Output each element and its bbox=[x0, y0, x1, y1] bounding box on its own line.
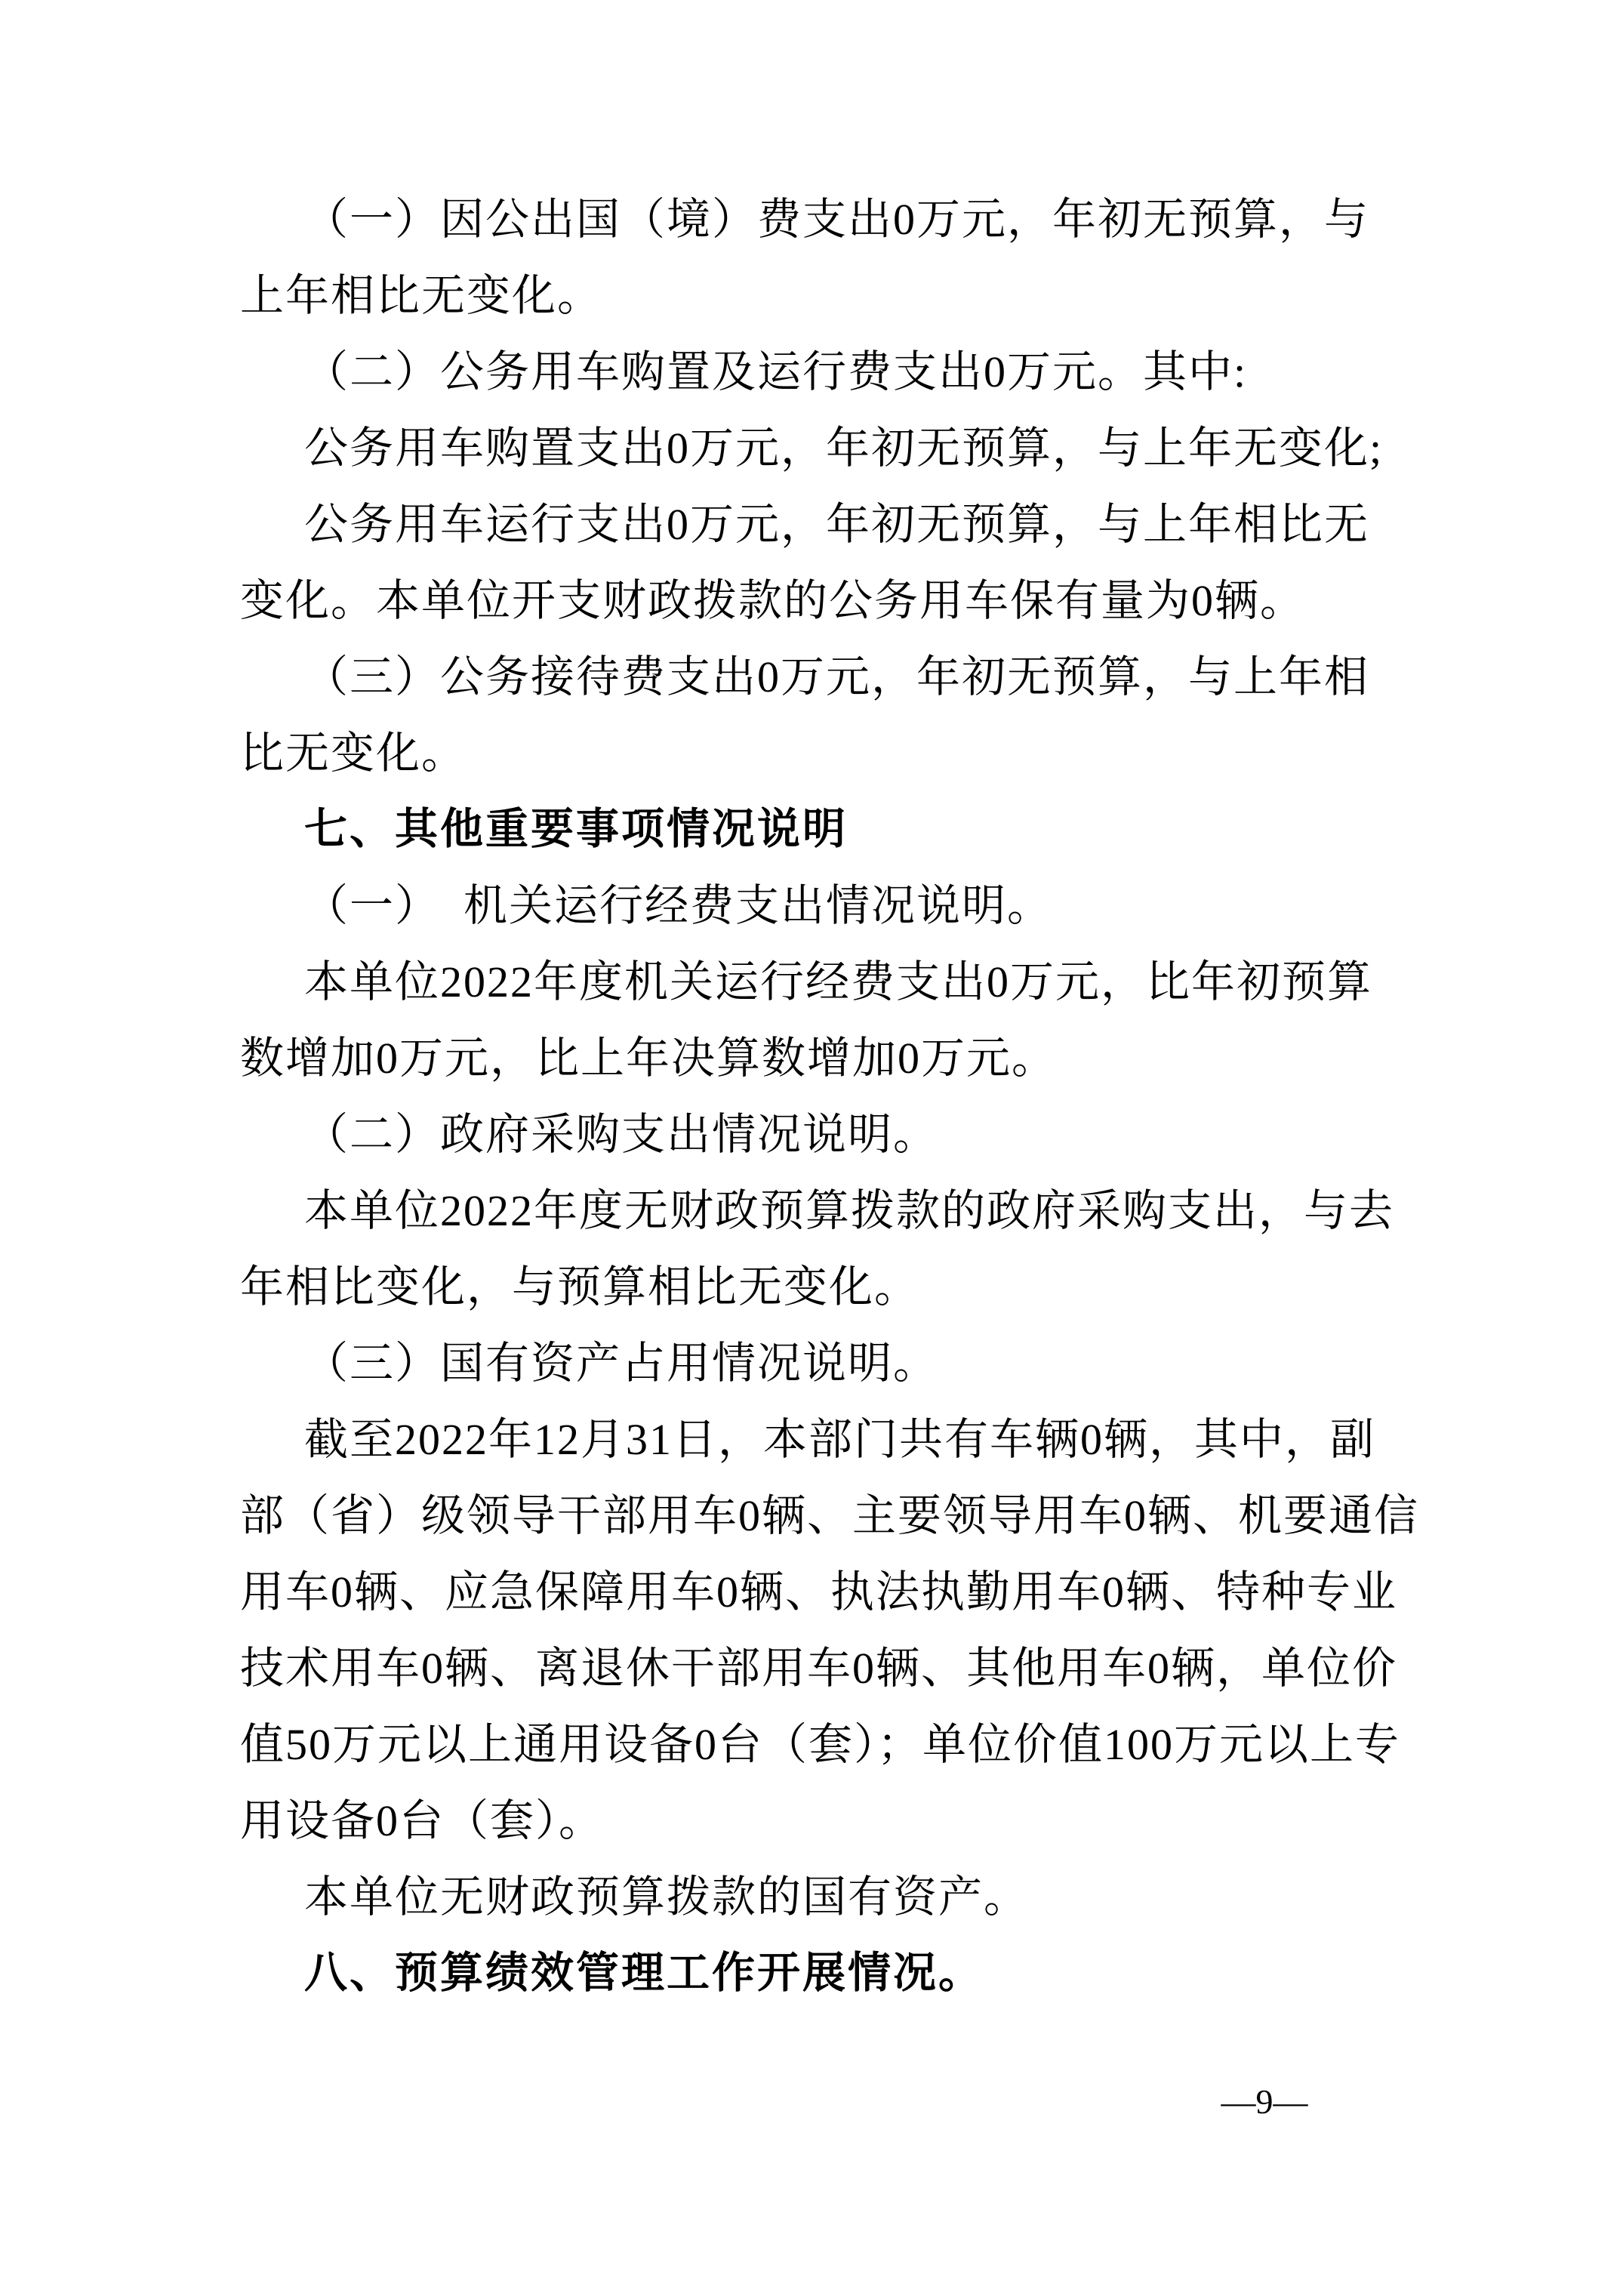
section-heading: 七、其他重要事项情况说明 bbox=[304, 805, 848, 853]
document-body bbox=[240, 181, 1420, 2011]
text-line: （二）政府采购支出情况说明。 bbox=[304, 1110, 939, 1159]
section-heading: 八、预算绩效管理工作开展情况。 bbox=[304, 1949, 984, 1997]
text-line: 数增加0万元，比上年决算数增加0万元。 bbox=[240, 1034, 1058, 1083]
text-line: 本单位2022年度机关运行经费支出0万元，比年初预算 bbox=[304, 957, 1373, 1006]
text-line: 上年相比无变化。 bbox=[240, 271, 603, 320]
text-line: （一）因公出国（境）费支出0万元，年初无预算，与 bbox=[304, 195, 1370, 244]
text-line: 公务用车购置支出0万元，年初无预算，与上年无变化; bbox=[304, 424, 1384, 473]
text-line: 用设备0台（套）。 bbox=[240, 1796, 605, 1845]
text-line: 公务用车运行支出0万元，年初无预算，与上年相比无 bbox=[304, 500, 1370, 549]
text-line: （三）国有资产占用情况说明。 bbox=[304, 1339, 939, 1388]
text-line: 年相比变化，与预算相比无变化。 bbox=[240, 1262, 920, 1311]
text-line: 本单位2022年度无财政预算拨款的政府采购支出，与去 bbox=[304, 1186, 1395, 1235]
text-line: 值50万元以上通用设备0台（套）；单位价值100万元以上专 bbox=[240, 1720, 1401, 1769]
text-line: 截至2022年12月31日，本部门共有车辆0辆，其中，副 bbox=[304, 1415, 1376, 1464]
text-line: 部（省）级领导干部用车0辆、主要领导用车0辆、机要通信 bbox=[240, 1491, 1420, 1540]
text-line: 变化。本单位开支财政拨款的公务用车保有量为0辆。 bbox=[240, 576, 1306, 625]
text-line: 本单位无财政预算拨款的国有资产。 bbox=[304, 1872, 1030, 1922]
text-line: 比无变化。 bbox=[240, 729, 467, 778]
text-line: 用车0辆、应急保障用车0辆、执法执勤用车0辆、特种专业 bbox=[240, 1567, 1398, 1616]
text-line: （三）公务接待费支出0万元，年初无预算，与上年相 bbox=[304, 652, 1370, 701]
text-line: 技术用车0辆、离退休干部用车0辆、其他用车0辆，单位价 bbox=[240, 1644, 1398, 1693]
page-number: —9— bbox=[1221, 2082, 1308, 2121]
text-line: （二）公务用车购置及运行费支出0万元。其中: bbox=[304, 347, 1248, 396]
text-line: （一） 机关运行经费支出情况说明。 bbox=[304, 881, 1053, 930]
